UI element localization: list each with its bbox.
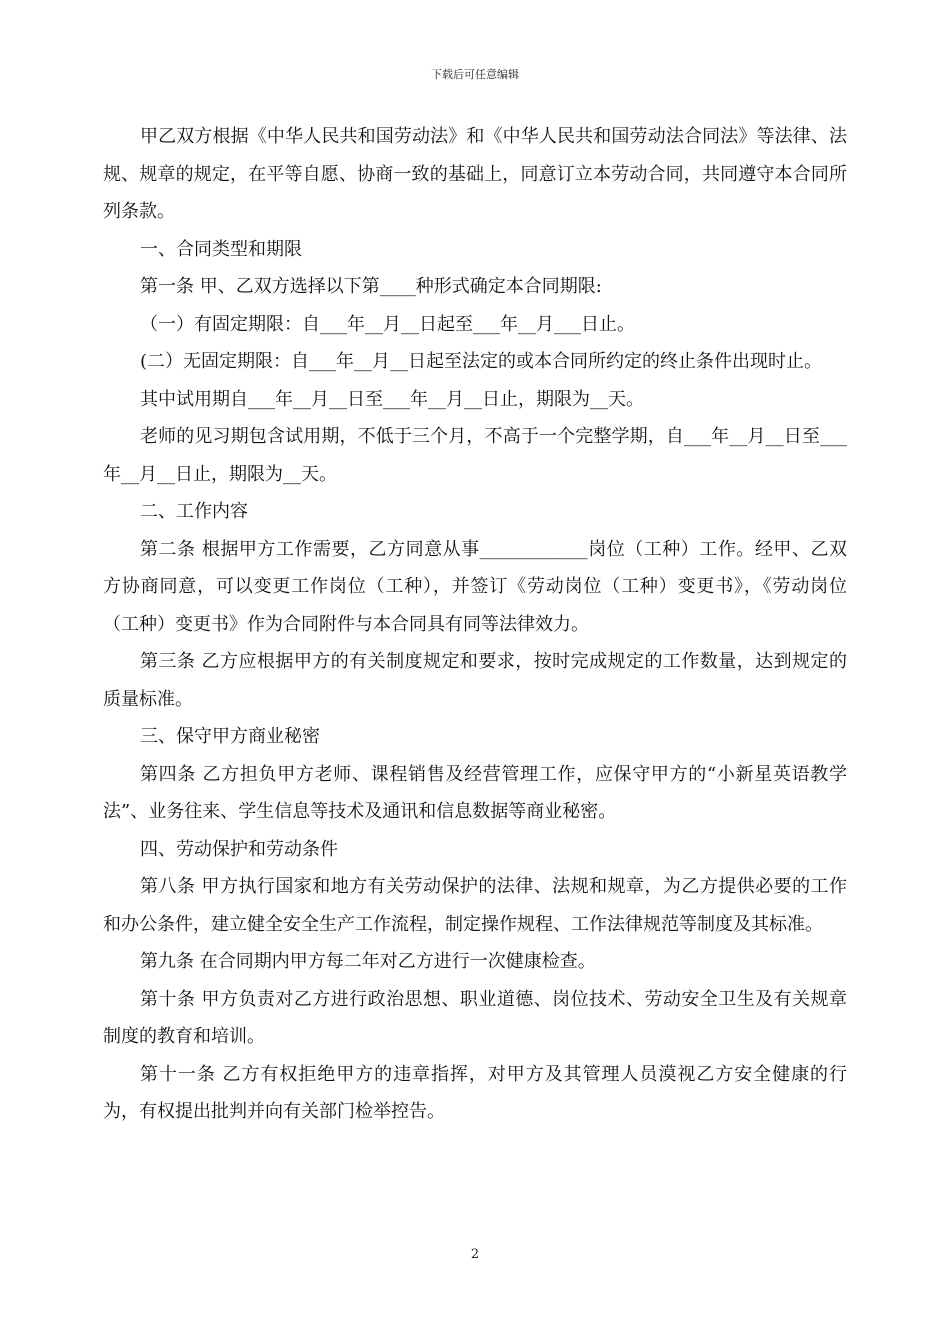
teacher-internship-period: 老师的见习期包含试用期，不低于三个月，不高于一个完整学期，自___年__月__日至___年__月__日止，期限为__天。 [103, 426, 847, 485]
clause-8: 第八条 甲方执行国家和地方有关劳动保护的法律、法规和规章，为乙方提供必要的工作和办公条件，建立健全安全生产工作流程，制定操作规程、工作法律规范等制度及其标准。 [103, 876, 847, 935]
clause-10: 第十条 甲方负责对乙方进行政治思想、职业道德、岗位技术、劳动安全卫生及有关规章制度的教育和培训。 [103, 988, 847, 1047]
section-heading-3: 三、保守甲方商业秘密 [140, 726, 320, 747]
clause-1-option-open: (二）无固定期限：自___年__月__日起至法定的或本合同所约定的终止条件出现时止。 [140, 351, 823, 372]
section-heading-1: 一、合同类型和期限 [140, 238, 302, 260]
clause-1: 第一条 甲、乙双方选择以下第____种形式确定本合同期限: [140, 276, 602, 297]
page-number: 2 [470, 1247, 480, 1262]
clause-11: 第十一条 乙方有权拒绝甲方的违章指挥，对甲方及其管理人员漠视乙方安全健康的行为，有权提出批判并向有关部门检举控告。 [103, 1063, 847, 1122]
probation-period: 其中试用期自___年__月__日至___年__月__日止，期限为__天。 [140, 388, 644, 410]
clause-1-option-fixed: （一）有固定期限：自___年__月__日起至___年__月___日止。 [140, 313, 635, 335]
clause-3: 第三条 乙方应根据甲方的有关制度规定和要求，按时完成规定的工作数量，达到规定的质量标准。 [103, 651, 847, 710]
paragraph-preamble: 甲乙双方根据《中华人民共和国劳动法》和《中华人民共和国劳动法合同法》等法律、法规、规章的规定，在平等自愿、协商一致的基础上，同意订立本劳动合同，共同遵守本合同所列条款。 [103, 126, 847, 222]
clause-4: 第四条 乙方担负甲方老师、课程销售及经营管理工作，应保守甲方的“小新星英语教学法”、业务往来、学生信息等技术及通讯和信息数据等商业秘密。 [103, 763, 847, 822]
page-header-note: 下载后可任意编辑 [431, 68, 519, 81]
clause-2: 第二条 根据甲方工作需要，乙方同意从事____________岗位（工种）工作。经甲、乙双方协商同意，可以变更工作岗位（工种），并签订《劳动岗位（工种）变更书》，《劳动岗位（工种）变更书》作为合同附件与本合同具有同等法律效力。 [103, 538, 847, 635]
document-body [103, 118, 847, 1131]
section-heading-4: 四、劳动保护和劳动条件 [140, 838, 338, 860]
section-heading-2: 二、工作内容 [140, 501, 248, 522]
clause-9: 第九条 在合同期内甲方每二年对乙方进行一次健康检查。 [140, 951, 596, 972]
